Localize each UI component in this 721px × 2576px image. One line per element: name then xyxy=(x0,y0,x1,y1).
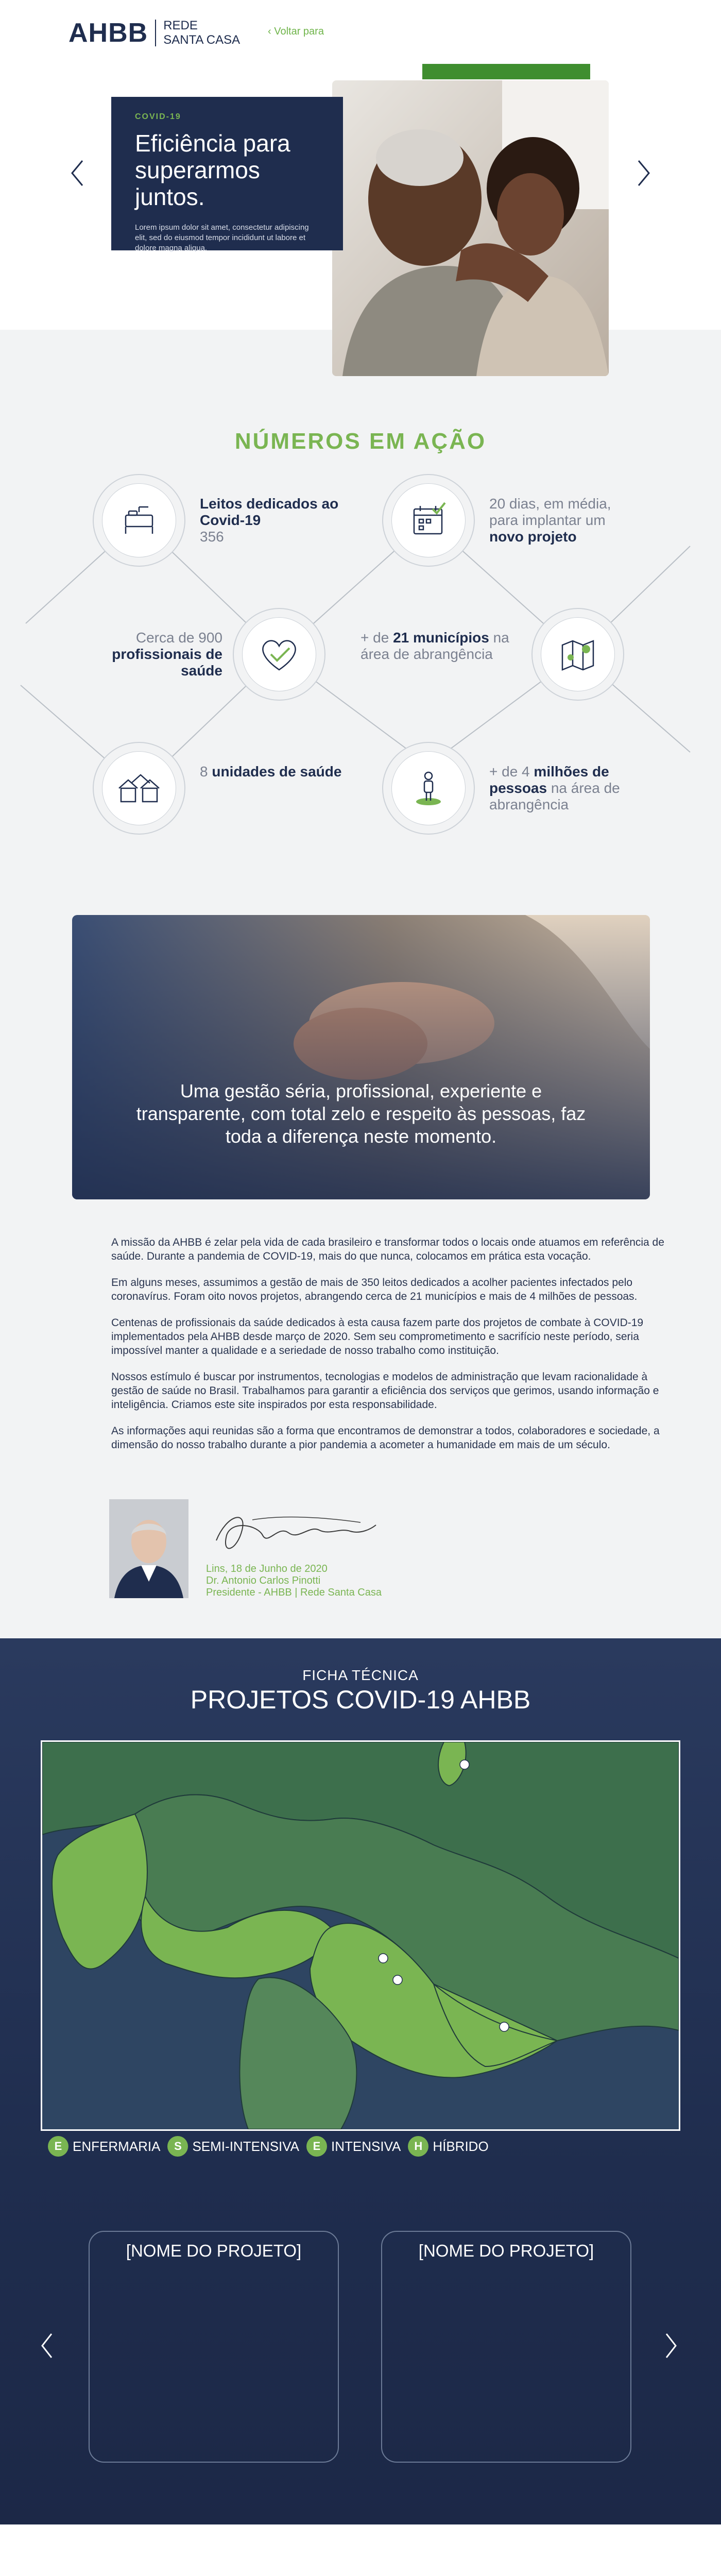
stat-days-bold: novo projeto xyxy=(489,529,577,545)
stat-days xyxy=(489,496,644,545)
legend-label: ENFERMARIA xyxy=(73,2138,161,2154)
mission-text xyxy=(111,1235,675,1464)
project-card-title: [NOME DO PROJETO] xyxy=(126,2241,302,2260)
stat-units xyxy=(200,764,344,780)
legend-label: SEMI-INTENSIVA xyxy=(192,2138,300,2154)
legend-badge: H xyxy=(408,2136,428,2157)
paragraph: As informações aqui reunidas são a forma que encontramos de demonstrar a todos, colaboradores e sociedade, a dimensão do nosso trabalho durante a pior pandemia a acometer a humanidade em mais de um século. xyxy=(111,1425,660,1451)
stat-prof-bold: profissionais de saúde xyxy=(112,646,222,679)
stat-mun-post: na área de abrangência xyxy=(360,630,509,662)
quote-banner-photo xyxy=(72,915,650,1199)
ficha-label: FICHA TÉCNICA xyxy=(302,1667,419,1683)
signature-info xyxy=(206,1563,382,1599)
paragraph: Centenas de profissionais da saúde dedicados à esta causa fazem parte dos projetos de combate à COVID-19 implementados pela AHBB desde março de 2020. Sem seu comprometimento e sacrifício neste período, seria impossível manter a qualidade e a seriedade de nosso trabalho como instituição. xyxy=(111,1317,644,1357)
stat-beds-value: 356 xyxy=(200,529,224,545)
stat-mun-bold: 21 municípios xyxy=(393,630,489,646)
legend-label: HÍBRIDO xyxy=(433,2138,489,2154)
signature-image xyxy=(206,1504,381,1561)
stat-people-post: na área de abrangência xyxy=(489,780,620,812)
projects-title: PROJETOS COVID-19 AHBB xyxy=(190,1685,531,1714)
president-portrait xyxy=(109,1499,188,1598)
legend-enfermaria[interactable] xyxy=(48,2136,160,2157)
stat-people-pre: + de 4 xyxy=(489,764,530,779)
calendar-circle xyxy=(382,474,475,567)
stat-prof-text: Cerca de 900 xyxy=(135,630,222,646)
legend-badge: E xyxy=(48,2136,68,2157)
stat-people-bold: milhões de pessoas xyxy=(489,764,609,796)
heart-circle xyxy=(233,608,325,701)
hero-tag: COVID-19 xyxy=(135,112,181,121)
legend-hibrido[interactable] xyxy=(408,2136,488,2157)
chevron-left-icon xyxy=(40,2332,54,2360)
legend-badge: S xyxy=(167,2136,188,2157)
stat-people xyxy=(489,764,633,813)
legend-badge: E xyxy=(306,2136,327,2157)
stat-mun-pre: + de xyxy=(360,630,389,646)
stat-beds xyxy=(200,496,354,545)
state-map xyxy=(42,1742,679,2129)
paragraph: Em alguns meses, assumimos a gestão de mais de 350 leitos dedicados a acolher pacientes infectados pelo coronavírus. Foram oito novos projetos, abrangendo cerca de 21 municípios e mais de 4 milhões de pessoas. xyxy=(111,1277,638,1302)
quote-banner xyxy=(72,915,650,1199)
logo-mark: AHBB xyxy=(68,18,148,48)
legend-label: INTENSIVA xyxy=(331,2138,401,2154)
signature-name: Dr. Antonio Carlos Pinotti xyxy=(206,1575,321,1586)
stat-units-pre: 8 xyxy=(200,764,208,779)
legend-intensiva[interactable] xyxy=(306,2136,401,2157)
projects-prev-arrow[interactable] xyxy=(40,2332,54,2360)
stat-municipalities xyxy=(360,630,525,663)
houses-icon xyxy=(116,768,162,809)
projects-map[interactable] xyxy=(41,1740,680,2131)
project-card[interactable] xyxy=(89,2231,339,2463)
stat-days-text: 20 dias, em média, para implantar um xyxy=(489,496,611,528)
map-legend xyxy=(48,2136,496,2157)
calendar-check-icon xyxy=(408,500,449,541)
stat-professionals xyxy=(70,630,222,679)
paragraph: A missão da AHBB é zelar pela vida de cada brasileiro e transformar todos o locais onde atuamos em referência de saúde. Durante a pandemia de COVID-19, mais do que nunca, colocamos em prática esta vocação. xyxy=(111,1236,664,1262)
president-photo xyxy=(109,1499,188,1598)
stat-units-bold: unidades de saúde xyxy=(212,764,342,779)
back-link[interactable]: ‹ Voltar para xyxy=(268,26,324,37)
person-icon xyxy=(408,768,449,809)
stat-beds-label: Leitos dedicados ao Covid-19 xyxy=(200,496,339,528)
project-card[interactable] xyxy=(381,2231,631,2463)
map-pin-icon xyxy=(557,634,598,675)
chevron-right-icon xyxy=(664,2332,678,2360)
legend-semi-intensiva[interactable] xyxy=(167,2136,299,2157)
signature-role: Presidente - AHBB | Rede Santa Casa xyxy=(206,1587,382,1598)
quote-text: Uma gestão séria, profissional, experiente e transparente, com total zelo e respeito às pessoas, faz toda a diferença neste momento. xyxy=(136,1080,586,1147)
numbers-network-lines xyxy=(0,0,721,876)
hero-text: Lorem ipsum dolor sit amet, consectetur adipiscing elit, sed do eiusmod tempor incididunt ut labore et dolore magna aliqua. xyxy=(135,223,309,252)
logo-line-1: REDE xyxy=(163,19,198,32)
signature-date: Lins, 18 de Junho de 2020 xyxy=(206,1563,328,1574)
people-circle xyxy=(382,742,475,835)
project-card-title: [NOME DO PROJETO] xyxy=(418,2241,594,2260)
hero-title: Eficiência para superarmos juntos. xyxy=(135,130,290,210)
logo-line-2: SANTA CASA xyxy=(163,33,241,47)
units-circle xyxy=(93,742,185,835)
hospital-bed-icon xyxy=(118,500,160,541)
beds-circle xyxy=(93,474,185,567)
projects-next-arrow[interactable] xyxy=(664,2332,678,2360)
heart-check-icon xyxy=(258,634,301,675)
map-circle xyxy=(531,608,624,701)
numbers-title: NÚMEROS EM AÇÃO xyxy=(234,429,487,454)
paragraph: Nossos estímulo é buscar por instrumentos, tecnologias e modelos de administração que levam racionalidade à gestão de saúde no Brasil. Trabalhamos para garantir a eficiência dos serviços que gerimos, usando informação e inteligência. Criamos este site inspirados por esta responsabilidade. xyxy=(111,1371,659,1411)
